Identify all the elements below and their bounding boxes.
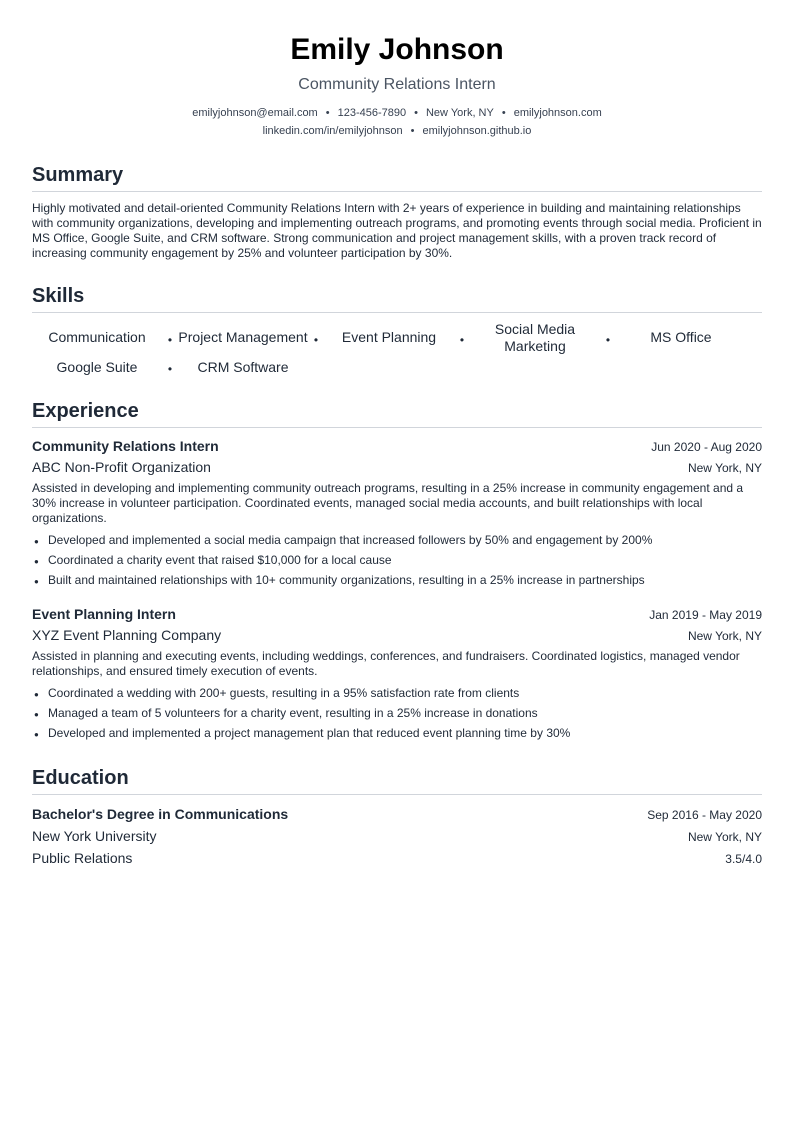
job-bullet: ● Coordinated a wedding with 200+ guests, resulting in a 95% satisfaction rate from clients <box>32 683 762 703</box>
candidate-title: Community Relations Intern <box>298 76 496 93</box>
job-bullet: ● Managed a team of 5 volunteers for a charity event, resulting in a 25% increase in donations <box>32 703 762 723</box>
skill-separator: • <box>313 332 319 347</box>
contact-phone[interactable]: 123-456-7890 <box>337 106 407 119</box>
job-organization: XYZ Event Planning Company <box>32 626 222 643</box>
skill-item: Communication <box>48 329 146 346</box>
job-org-row <box>32 625 762 647</box>
job-dates: Jan 2019 - May 2019 <box>649 607 762 622</box>
education-degree-row <box>32 804 762 826</box>
education-degree: Bachelor's Degree in Communications <box>32 805 289 822</box>
contact-line-1 <box>32 104 762 122</box>
job-location: New York, NY <box>687 460 762 475</box>
education-location: New York, NY <box>687 829 762 844</box>
education-heading: Education <box>32 766 129 789</box>
job-description: Assisted in developing and implementing community outreach programs, resulting in a 25% increase in community engagement and a 30% increase in volunteer participation. Coordinated events, managed social media accounts, and built relationships with local organizations. <box>32 480 744 525</box>
job-bullets <box>32 530 762 590</box>
education-field: Public Relations <box>32 849 133 866</box>
job-entry <box>32 605 762 743</box>
summary-heading-bar <box>32 162 762 192</box>
skill-item: Google Suite <box>56 358 138 375</box>
education-heading-bar <box>32 765 762 795</box>
education-dates: Sep 2016 - May 2020 <box>647 807 762 822</box>
contact-website[interactable]: emilyjohnson.com <box>513 106 602 119</box>
job-description: Assisted in planning and executing events, including weddings, conferences, and fundraisers. Coordinated logistics, managed vendor relationships, and ensured timely execution of events. <box>32 648 740 678</box>
contact-email[interactable]: emilyjohnson@email.com <box>192 106 318 119</box>
skills-heading: Skills <box>32 284 85 307</box>
skill-separator: • <box>167 332 173 347</box>
skill-item: Project Management <box>178 329 308 346</box>
job-bullets <box>32 683 762 743</box>
contact-separator: • <box>414 106 418 119</box>
job-dates: Jun 2020 - Aug 2020 <box>651 439 762 454</box>
education-gpa: 3.5/4.0 <box>725 851 762 866</box>
education-school-row <box>32 826 762 848</box>
education-field-row <box>32 848 762 870</box>
skills-section <box>32 283 762 376</box>
experience-heading: Experience <box>32 399 139 422</box>
skill-item: Social Media Marketing <box>494 320 576 354</box>
summary-heading: Summary <box>32 163 124 186</box>
job-bullet: ● Developed and implemented a social media campaign that increased followers by 50% and engagement by 200% <box>32 530 762 550</box>
education-school: New York University <box>32 827 157 844</box>
skills-heading-bar <box>32 283 762 313</box>
education-entry <box>32 804 762 870</box>
contact-separator: • <box>325 106 330 119</box>
skill-item: CRM Software <box>197 358 289 375</box>
contact-github[interactable]: emilyjohnson.github.io <box>422 124 532 137</box>
job-header-row <box>32 437 762 457</box>
job-title: Community Relations Intern <box>32 437 219 454</box>
education-section <box>32 765 762 870</box>
skill-separator: • <box>167 362 173 377</box>
skill-separator: • <box>459 332 465 347</box>
skills-list <box>32 321 762 376</box>
job-location: New York, NY <box>687 628 762 643</box>
job-organization: ABC Non-Profit Organization <box>32 458 211 475</box>
job-bullet: ● Built and maintained relationships with 10+ community organizations, resulting in a 25% increase in partnerships <box>32 570 762 590</box>
summary-section <box>32 162 762 261</box>
summary-text: Highly motivated and detail-oriented Community Relations Intern with 2+ years of experience in building and maintaining relationships with community organizations, developing and implementing outreach programs, and promoting events through social media. Proficient in MS Office, Google Suite, and CRM software. Strong communication and project management skills, with a proven track record of increasing community engagement by 25% and volunteer participation by 30%. <box>32 200 762 260</box>
job-bullet: ● Coordinated a charity event that raised $10,000 for a local cause <box>32 550 762 570</box>
resume-header <box>32 30 762 140</box>
job-title: Event Planning Intern <box>32 605 176 622</box>
candidate-name: Emily Johnson <box>290 33 504 66</box>
skill-item: MS Office <box>650 329 712 346</box>
contact-location: New York, NY <box>425 106 494 119</box>
contact-separator: • <box>410 124 415 137</box>
experience-section <box>32 398 762 743</box>
contact-separator: • <box>501 106 506 119</box>
experience-heading-bar <box>32 398 762 428</box>
contact-linkedin[interactable]: linkedin.com/in/emilyjohnson <box>262 124 403 137</box>
skill-separator: • <box>605 332 611 347</box>
job-entry <box>32 437 762 590</box>
contact-line-2 <box>32 122 762 140</box>
job-org-row <box>32 457 762 479</box>
skill-item: Event Planning <box>341 329 437 346</box>
job-bullet: ● Developed and implemented a project management plan that reduced event planning time by 30% <box>32 723 762 743</box>
contact-info <box>32 104 762 140</box>
job-header-row <box>32 605 762 625</box>
